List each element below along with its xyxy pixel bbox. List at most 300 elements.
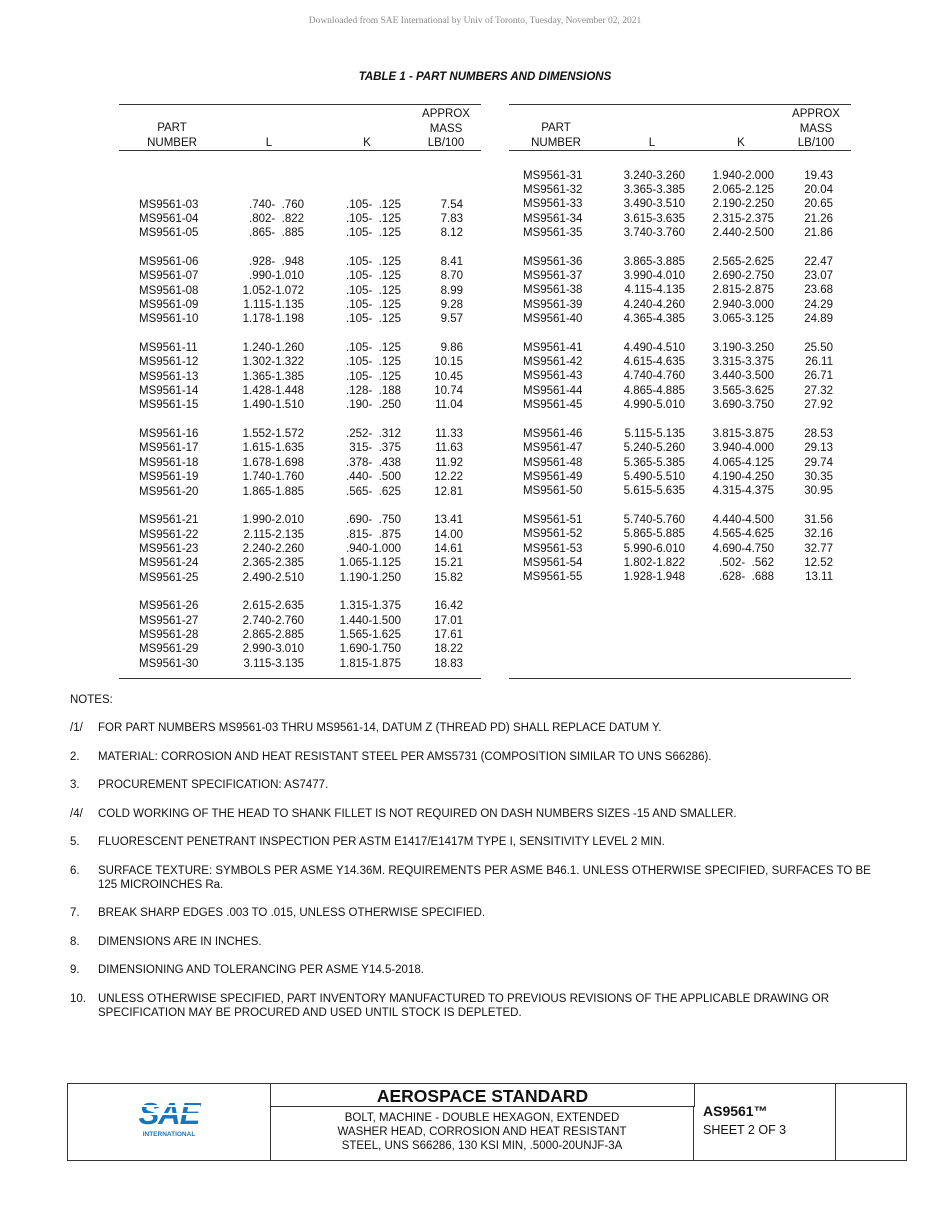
desc-line-3: STEEL, UNS S66286, 130 KSI MIN, .5000-20UNJF-3A <box>341 1140 623 1152</box>
k-dimension-cell: 2.815-2.875 <box>712 284 774 297</box>
table-header <box>119 105 481 151</box>
table-header <box>509 105 851 151</box>
header-mass-line3: LB/100 <box>797 137 835 149</box>
table-row <box>119 269 481 283</box>
l-dimension-cell: 1.365-1.385 <box>242 370 304 383</box>
note-text: SURFACE TEXTURE: SYMBOLS PER ASME Y14.36M. REQUIREMENTS PER ASME B46.1. UNLESS OTHERWISE SPECIFIED, SURFACES TO BE 125 MICROINCHES Ra. <box>98 864 871 891</box>
k-dimension-cell: 1.565-1.625 <box>339 629 401 641</box>
part-number-cell: MS9561-55 <box>523 571 583 584</box>
mass-cell: 11.04 <box>435 399 463 412</box>
header-part-line2: NUMBER <box>531 136 581 149</box>
table-row <box>509 441 851 455</box>
notes-title: NOTES: <box>70 694 113 706</box>
mass-cell: 20.65 <box>804 198 833 211</box>
k-dimension-cell: .690- .750 <box>346 514 401 527</box>
note-text: COLD WORKING OF THE HEAD TO SHANK FILLET IS NOT REQUIRED ON DASH NUMBERS SIZES -15 AND SMALLER. <box>98 807 737 820</box>
l-dimension-cell: 5.490-5.510 <box>623 470 685 483</box>
l-dimension-cell: 1.178-1.198 <box>242 313 304 326</box>
k-dimension-cell: .105- .125 <box>346 370 401 383</box>
mass-cell: 13.41 <box>434 514 463 527</box>
standard-type-title: AEROSPACE STANDARD <box>271 1084 695 1107</box>
part-number-cell: MS9561-29 <box>139 643 199 656</box>
header-mass-line1: APPROX <box>422 108 470 120</box>
k-dimension-cell: 1.440-1.500 <box>339 614 401 627</box>
k-dimension-cell: .105- .125 <box>346 270 401 283</box>
k-dimension-cell: .105- .125 <box>346 212 401 225</box>
k-dimension-cell: 2.690-2.750 <box>712 269 774 282</box>
part-number-cell: MS9561-13 <box>139 370 199 383</box>
part-number-cell: MS9561-14 <box>139 385 199 398</box>
k-dimension-cell: .502- .562 <box>719 556 774 569</box>
table-row <box>509 269 851 283</box>
note-number: 7. <box>70 907 80 919</box>
header-mass-line1: APPROX <box>792 108 840 120</box>
part-number-cell: MS9561-53 <box>523 542 583 555</box>
part-number-cell: MS9561-48 <box>523 456 583 469</box>
table-row <box>119 212 481 226</box>
note-text: PROCUREMENT SPECIFICATION: AS7477. <box>98 779 329 791</box>
document-number: AS9561™ <box>703 1103 768 1119</box>
table-row <box>119 599 481 613</box>
table-row <box>509 226 851 240</box>
l-dimension-cell: 5.740-5.760 <box>623 513 685 526</box>
part-number-cell: MS9561-11 <box>139 342 198 354</box>
l-dimension-cell: 1.678-1.698 <box>242 456 304 469</box>
k-dimension-cell: .105- .125 <box>346 356 401 369</box>
k-dimension-cell: 2.315-2.375 <box>712 212 774 225</box>
mass-cell: 9.57 <box>440 313 463 326</box>
part-number-cell: MS9561-37 <box>523 269 583 282</box>
mass-cell: 24.89 <box>804 313 833 325</box>
l-dimension-cell: 2.115-2.135 <box>243 528 304 541</box>
notes-section <box>70 693 890 1034</box>
desc-line-2: WASHER HEAD, CORROSION AND HEAT RESISTANT <box>337 1126 627 1138</box>
k-dimension-cell: 3.690-3.750 <box>712 399 774 412</box>
header-part-line1: PART <box>541 122 571 134</box>
part-number-cell: MS9561-35 <box>523 226 583 239</box>
table-row <box>119 427 481 441</box>
part-number-cell: MS9561-41 <box>523 341 583 354</box>
part-number-cell: MS9561-09 <box>139 298 199 311</box>
k-dimension-cell: 3.065-3.125 <box>712 313 774 325</box>
mass-cell: 11.33 <box>435 428 463 441</box>
l-dimension-cell: 3.990-4.010 <box>623 269 685 282</box>
l-dimension-cell: .802- .822 <box>249 212 304 225</box>
table-row <box>509 283 851 297</box>
table-row <box>509 169 851 183</box>
table-row <box>119 355 481 369</box>
k-dimension-cell: .105- .125 <box>346 255 401 268</box>
k-dimension-cell: 4.315-4.375 <box>712 485 774 498</box>
table-row <box>119 485 481 499</box>
l-dimension-cell: 4.740-4.760 <box>623 370 685 383</box>
table-row <box>509 470 851 484</box>
part-description <box>271 1107 694 1160</box>
table-title: TABLE 1 - PART NUMBERS AND DIMENSIONS <box>358 71 612 83</box>
desc-line-1: BOLT, MACHINE - DOUBLE HEXAGON, EXTENDED <box>344 1112 620 1124</box>
k-dimension-cell: 2.940-3.000 <box>712 298 774 311</box>
mass-cell: 29.13 <box>804 442 833 455</box>
l-dimension-cell: 1.052-1.072 <box>242 284 304 297</box>
mass-cell: 9.28 <box>440 298 463 311</box>
table-row <box>509 427 851 441</box>
k-dimension-cell: 2.565-2.625 <box>712 255 774 268</box>
mass-cell: 26.11 <box>805 356 833 369</box>
l-dimension-cell: 5.865-5.885 <box>623 528 685 541</box>
mass-cell: 12.22 <box>434 471 463 484</box>
table-row <box>119 513 481 527</box>
k-dimension-cell: .628- .688 <box>719 571 774 584</box>
k-dimension-cell: 4.565-4.625 <box>712 528 774 541</box>
k-dimension-cell: .815- .875 <box>346 528 401 541</box>
part-number-cell: MS9561-03 <box>139 198 199 211</box>
note-number: 5. <box>70 836 80 848</box>
l-dimension-cell: 2.240-2.260 <box>242 542 304 555</box>
k-dimension-cell: .105- .125 <box>346 313 401 326</box>
table-row <box>509 298 851 312</box>
l-dimension-cell: 1.615-1.635 <box>242 442 304 455</box>
table-row <box>119 284 481 298</box>
note-number: /4/ <box>70 807 83 820</box>
table-row <box>119 370 481 384</box>
notes-list <box>70 721 890 1020</box>
mass-cell: 8.70 <box>440 270 463 283</box>
mass-cell: 9.86 <box>440 342 463 354</box>
note-text: MATERIAL: CORROSION AND HEAT RESISTANT STEEL PER AMS5731 (COMPOSITION SIMILAR TO UNS S66286). <box>98 750 712 763</box>
k-dimension-cell: 1.815-1.875 <box>339 657 401 670</box>
document-number-cell <box>695 1084 836 1160</box>
l-dimension-cell: 3.740-3.760 <box>623 226 685 239</box>
k-dimension-cell: .378- .438 <box>346 456 401 469</box>
l-dimension-cell: 1.490-1.510 <box>242 399 304 412</box>
part-number-cell: MS9561-23 <box>139 542 199 555</box>
table-row <box>119 198 481 212</box>
table-row <box>119 341 481 355</box>
l-dimension-cell: 3.490-3.510 <box>623 198 685 211</box>
l-dimension-cell: 4.240-4.260 <box>623 298 685 311</box>
part-number-cell: MS9561-10 <box>139 313 199 326</box>
note-item <box>70 778 890 792</box>
part-number-cell: MS9561-17 <box>139 442 199 455</box>
k-dimension-cell: 4.690-4.750 <box>712 542 774 555</box>
table-row <box>509 355 851 369</box>
mass-cell: 10.74 <box>434 385 463 398</box>
l-dimension-cell: 5.615-5.635 <box>623 485 685 498</box>
note-text: DIMENSIONING AND TOLERANCING PER ASME Y14.5-2018. <box>98 964 424 976</box>
mass-cell: 21.86 <box>804 226 833 239</box>
part-number-cell: MS9561-28 <box>139 629 199 641</box>
table-row <box>509 484 851 498</box>
mass-cell: 25.50 <box>804 341 833 354</box>
part-number-cell: MS9561-32 <box>523 183 583 196</box>
l-dimension-cell: .990-1.010 <box>249 270 304 283</box>
k-dimension-cell: .105- .125 <box>346 227 401 240</box>
mass-cell: 32.16 <box>804 528 833 541</box>
l-dimension-cell: 1.240-1.260 <box>242 342 304 354</box>
note-number: 9. <box>70 964 80 976</box>
k-dimension-cell: .105- .125 <box>346 342 401 354</box>
note-number: 6. <box>70 864 80 877</box>
table-row <box>509 312 851 326</box>
l-dimension-cell: 4.490-4.510 <box>623 341 685 354</box>
part-number-cell: MS9561-36 <box>523 255 583 268</box>
part-table-left <box>119 104 481 679</box>
table-row <box>119 642 481 656</box>
part-number-cell: MS9561-50 <box>523 485 583 498</box>
l-dimension-cell: 1.428-1.448 <box>242 385 304 398</box>
l-dimension-cell: 1.990-2.010 <box>242 514 304 527</box>
l-dimension-cell: 2.490-2.510 <box>242 571 304 584</box>
part-number-cell: MS9561-05 <box>139 227 199 240</box>
mass-cell: 28.53 <box>804 427 833 440</box>
mass-cell: 8.99 <box>440 284 463 297</box>
l-dimension-cell: 1.740-1.760 <box>242 471 304 484</box>
k-dimension-cell: .105- .125 <box>346 284 401 297</box>
table-row <box>119 226 481 240</box>
title-block <box>67 1083 907 1161</box>
part-number-cell: MS9561-07 <box>139 270 199 283</box>
note-number: /1/ <box>70 722 83 734</box>
mass-cell: 12.52 <box>804 556 833 569</box>
table-row <box>119 312 481 326</box>
l-dimension-cell: 5.240-5.260 <box>623 442 685 455</box>
mass-cell: 19.43 <box>804 169 833 182</box>
part-number-cell: MS9561-52 <box>523 528 583 541</box>
table-row <box>509 384 851 398</box>
l-dimension-cell: 1.552-1.572 <box>242 428 304 441</box>
part-number-cell: MS9561-15 <box>139 399 199 412</box>
note-item <box>70 721 890 735</box>
part-table-right <box>509 104 851 679</box>
note-text: FOR PART NUMBERS MS9561-03 THRU MS9561-14, DATUM Z (THREAD PD) SHALL REPLACE DATUM Y. <box>98 722 662 734</box>
k-dimension-cell: .105- .125 <box>346 298 401 311</box>
l-dimension-cell: 2.615-2.635 <box>242 600 304 613</box>
part-number-cell: MS9561-45 <box>523 399 583 412</box>
k-dimension-cell: 4.065-4.125 <box>712 456 774 469</box>
table-row <box>119 614 481 628</box>
part-number-cell: MS9561-25 <box>139 571 199 584</box>
part-number-cell: MS9561-12 <box>139 356 199 369</box>
header-part-line1: PART <box>157 122 187 134</box>
note-text: BREAK SHARP EDGES .003 TO .015, UNLESS OTHERWISE SPECIFIED. <box>98 907 486 919</box>
k-dimension-cell: 1.315-1.375 <box>339 600 401 613</box>
l-dimension-cell: 5.115-5.135 <box>624 427 685 440</box>
note-item <box>70 864 890 892</box>
table-row <box>509 456 851 470</box>
l-dimension-cell: 5.365-5.385 <box>623 456 685 469</box>
header-mass-line2: MASS <box>799 122 833 135</box>
part-number-cell: MS9561-04 <box>139 212 199 225</box>
table-row <box>509 255 851 269</box>
k-dimension-cell: .190- .250 <box>346 399 401 412</box>
l-dimension-cell: 4.115-4.135 <box>624 284 685 297</box>
table-row <box>119 470 481 484</box>
table-row <box>509 197 851 211</box>
mass-cell: 14.61 <box>434 542 463 555</box>
sheet-number: SHEET 2 OF 3 <box>703 1123 787 1137</box>
table-row <box>509 570 851 584</box>
k-dimension-cell: 2.440-2.500 <box>712 226 774 239</box>
table-row <box>119 657 481 671</box>
mass-cell: 18.83 <box>434 657 463 670</box>
header-mass <box>787 107 845 151</box>
table-row <box>119 441 481 455</box>
mass-cell: 12.81 <box>434 485 463 498</box>
part-number-cell: MS9561-33 <box>523 198 583 211</box>
mass-cell: 20.04 <box>804 183 833 196</box>
l-dimension-cell: .928- .948 <box>249 255 304 268</box>
part-number-cell: MS9561-20 <box>139 485 199 498</box>
l-dimension-cell: 4.365-4.385 <box>623 313 685 325</box>
download-watermark: Downloaded from SAE International by Univ of Toronto, Tuesday, November 02, 2021 <box>308 16 642 26</box>
mass-cell: 18.22 <box>434 643 463 656</box>
part-number-cell: MS9561-21 <box>139 514 199 527</box>
k-dimension-cell: 3.440-3.500 <box>712 370 774 383</box>
mass-cell: 24.29 <box>804 298 833 311</box>
l-dimension-cell: .865- .885 <box>249 227 304 240</box>
mass-cell: 10.15 <box>434 356 463 369</box>
k-dimension-cell: 3.565-3.625 <box>712 384 774 397</box>
mass-cell: 27.92 <box>804 399 833 412</box>
l-dimension-cell: 4.990-5.010 <box>623 399 685 412</box>
mass-cell: 10.45 <box>434 370 463 383</box>
table-row <box>119 528 481 542</box>
note-number: 8. <box>70 935 80 948</box>
mass-cell: 8.41 <box>440 255 463 268</box>
part-number-cell: MS9561-46 <box>523 427 583 440</box>
l-dimension-cell: 3.365-3.385 <box>623 183 685 196</box>
l-dimension-cell: 1.865-1.885 <box>242 485 304 498</box>
header-k: K <box>363 137 371 149</box>
part-number-cell: MS9561-06 <box>139 255 199 268</box>
k-dimension-cell: .128- .188 <box>346 385 401 398</box>
header-mass-line2: MASS <box>429 122 463 135</box>
table-row <box>119 255 481 269</box>
part-number-cell: MS9561-43 <box>523 370 583 383</box>
mass-cell: 22.47 <box>804 255 833 268</box>
k-dimension-cell: .252- .312 <box>346 428 401 441</box>
mass-cell: 11.63 <box>435 442 463 455</box>
mass-cell: 30.95 <box>804 485 833 498</box>
mass-cell: 17.61 <box>434 629 463 641</box>
note-text: FLUORESCENT PENETRANT INSPECTION PER ASTM E1417/E1417M TYPE I, SENSITIVITY LEVEL 2 MIN. <box>98 836 665 848</box>
note-number: 10. <box>70 992 86 1005</box>
l-dimension-cell: 5.990-6.010 <box>623 542 685 555</box>
k-dimension-cell: 315- .375 <box>349 442 401 455</box>
table-row <box>509 212 851 226</box>
mass-cell: 29.74 <box>804 456 833 469</box>
l-dimension-cell: 3.615-3.635 <box>623 212 685 225</box>
note-item <box>70 935 890 949</box>
k-dimension-cell: .940-1.000 <box>346 542 401 555</box>
mass-cell: 21.26 <box>804 212 833 225</box>
part-number-cell: MS9561-08 <box>139 284 199 297</box>
k-dimension-cell: .105- .125 <box>346 198 401 211</box>
header-mass <box>417 107 475 151</box>
sae-logo-subtext: INTERNATIONAL <box>142 1131 196 1138</box>
note-item <box>70 906 890 920</box>
table-row <box>119 556 481 570</box>
header-part <box>139 121 205 150</box>
note-text: UNLESS OTHERWISE SPECIFIED, PART INVENTORY MANUFACTURED TO PREVIOUS REVISIONS OF THE APPLICABLE DRAWING OR SPECIFICATION MAY BE PROCURED AND USED UNTIL STOCK IS DEPLETED. <box>98 992 830 1019</box>
table-row <box>509 542 851 556</box>
table-row <box>119 384 481 398</box>
l-dimension-cell: 1.115-1.135 <box>243 298 304 311</box>
l-dimension-cell: 2.865-2.885 <box>242 629 304 641</box>
mass-cell: 13.11 <box>805 571 833 584</box>
mass-cell: 23.68 <box>804 284 833 297</box>
table-row <box>509 341 851 355</box>
header-part <box>523 121 589 150</box>
header-mass-line3: LB/100 <box>427 137 465 149</box>
part-number-cell: MS9561-19 <box>139 471 199 484</box>
part-number-cell: MS9561-34 <box>523 212 583 225</box>
part-number-cell: MS9561-44 <box>523 384 583 397</box>
l-dimension-cell: .740- .760 <box>249 198 304 211</box>
header-k: K <box>737 137 745 149</box>
table-row <box>119 298 481 312</box>
table-row <box>119 542 481 556</box>
part-number-cell: MS9561-31 <box>523 169 583 182</box>
mass-cell: 11.92 <box>435 456 463 469</box>
sae-logo-icon <box>68 1084 270 1160</box>
k-dimension-cell: 1.940-2.000 <box>712 169 774 182</box>
l-dimension-cell: 3.240-3.260 <box>623 169 685 182</box>
part-number-cell: MS9561-54 <box>523 556 583 569</box>
note-item <box>70 992 890 1020</box>
mass-cell: 7.54 <box>440 198 463 211</box>
l-dimension-cell: 3.865-3.885 <box>623 255 685 268</box>
k-dimension-cell: 3.940-4.000 <box>712 442 774 455</box>
mass-cell: 15.82 <box>434 571 463 584</box>
mass-cell: 32.77 <box>804 542 833 555</box>
note-item <box>70 963 890 977</box>
l-dimension-cell: 3.115-3.135 <box>243 657 304 670</box>
k-dimension-cell: 3.190-3.250 <box>712 341 774 354</box>
part-number-cell: MS9561-47 <box>523 442 583 455</box>
table-row <box>119 628 481 642</box>
l-dimension-cell: 1.302-1.322 <box>242 356 304 369</box>
mass-cell: 15.21 <box>434 557 463 570</box>
l-dimension-cell: 2.990-3.010 <box>242 643 304 656</box>
l-dimension-cell: 2.365-2.385 <box>242 557 304 570</box>
k-dimension-cell: 2.065-2.125 <box>712 183 774 196</box>
part-number-cell: MS9561-42 <box>523 356 583 369</box>
note-number: 2. <box>70 750 80 763</box>
part-number-cell: MS9561-49 <box>523 470 583 483</box>
mass-cell: 17.01 <box>434 614 463 627</box>
mass-cell: 30.35 <box>804 470 833 483</box>
part-number-cell: MS9561-22 <box>139 528 199 541</box>
table-row <box>119 456 481 470</box>
note-item <box>70 807 890 821</box>
header-part-line2: NUMBER <box>147 136 197 149</box>
part-number-cell: MS9561-38 <box>523 284 583 297</box>
table-row <box>119 398 481 412</box>
note-number: 3. <box>70 779 80 791</box>
k-dimension-cell: 1.190-1.250 <box>339 571 401 584</box>
l-dimension-cell: 4.865-4.885 <box>623 384 685 397</box>
note-text: DIMENSIONS ARE IN INCHES. <box>98 935 262 948</box>
table-row <box>509 556 851 570</box>
part-number-cell: MS9561-24 <box>139 557 199 570</box>
sae-logo-cell <box>68 1084 271 1160</box>
k-dimension-cell: 2.190-2.250 <box>712 198 774 211</box>
mass-cell: 7.83 <box>440 212 463 225</box>
table-row <box>509 398 851 412</box>
mass-cell: 26.71 <box>804 370 833 383</box>
l-dimension-cell: 1.928-1.948 <box>623 571 685 584</box>
